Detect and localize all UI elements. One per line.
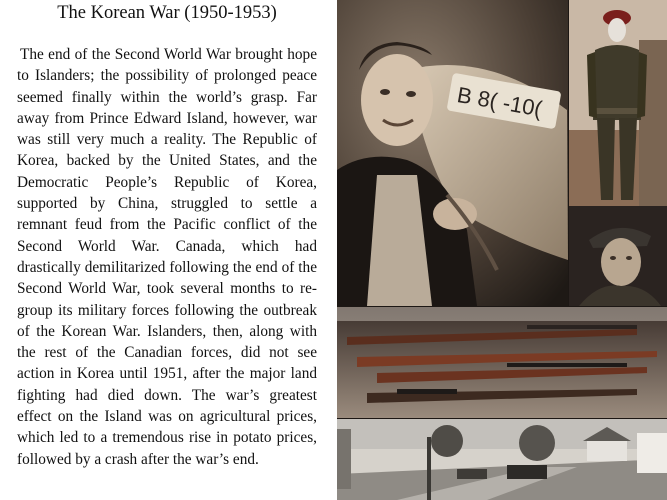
rifles-display-photo xyxy=(337,307,667,418)
page-title: The Korean War (1950-1953) xyxy=(57,3,277,23)
soldier-with-duffel-bag-photo xyxy=(337,0,568,306)
bag-label-text: B 8( -10( xyxy=(455,82,544,122)
photo-collage xyxy=(337,0,667,500)
soldier-portrait-photo xyxy=(569,206,667,306)
uniform-mannequin-photo xyxy=(569,0,667,206)
historic-street-photo xyxy=(337,419,667,500)
body-text: The end of the Second World War brought hope to Islanders; the possibility of prolonged peace seemed finally within the world’s grasp. Far away from Prince Edward Island, however, war was still very much a reality. The Republic of Korea, backed by the United States, and the Democratic People’s Republic of Korea, supported by China, struggled to settle a remnant feud from the Pacific conflict of the Second World War. Canada, which had drastically demilitarized following the end of the Second World War, took several months to regroup its military forces following the outbreak of the Korean War. Islanders, then, along with the rest of the Canadian forces, did not see action in Korea until 1951, after the major land fighting had died down. The war’s greatest effect on the Island was on agricultural prices, which led to a tremendous rise in potato prices, followed by a crash after the war’s end. xyxy=(17,46,317,468)
